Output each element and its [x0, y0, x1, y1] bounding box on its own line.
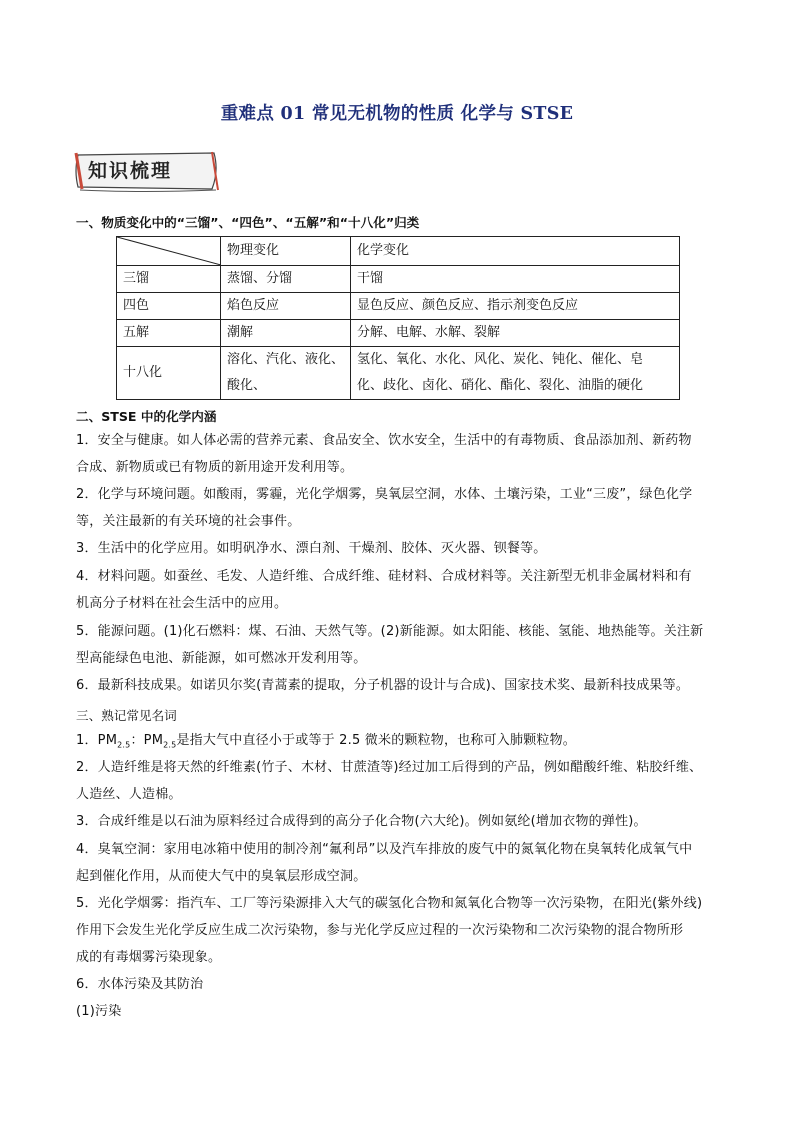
text-line: 2．化学与环境问题。如酸雨，雾霾，光化学烟雾，臭氧层空洞，水体、土壤污染，工业“三废”，绿色化学	[76, 487, 693, 502]
text-line: (1)污染	[76, 1004, 122, 1019]
row-chemical	[351, 347, 680, 400]
row-chemical: 干馏	[351, 266, 680, 293]
knowledge-banner	[72, 149, 222, 193]
table-row	[117, 293, 680, 320]
row-chemical-line: 化、歧化、卤化、硝化、酯化、裂化、油脂的硬化	[357, 378, 644, 393]
stse-paragraph	[76, 427, 726, 481]
text-line: 6．水体污染及其防治	[76, 977, 204, 992]
stse-paragraph	[76, 481, 726, 535]
term-paragraph	[76, 971, 726, 998]
text-line: 作用下会发生光化学反应生成二次污染物，参与光化学反应过程的一次污染物和二次污染物的混合物所形	[76, 923, 684, 938]
pm-rest: 是指大气中直径小于或等于 2.5 微米的颗粒物，也称可入肺颗粒物。	[176, 733, 576, 748]
text-line: 6．最新科技成果。如诺贝尔奖(青蒿素的提取，分子机器的设计与合成)、国家技术奖、最新科技成果等。	[76, 678, 690, 693]
text-line: 3．生活中的化学应用。如明矾净水、漂白剂、干燥剂、胶体、灭火器、钡餐等。	[76, 541, 547, 556]
banner-label: 知识梳理	[88, 160, 173, 182]
section-heading-1: 一、物质变化中的“三馏”、“四色”、“五解”和“十八化”归类	[76, 215, 420, 230]
row-chemical: 显色反应、颜色反应、指示剂变色反应	[351, 293, 680, 320]
table-row	[117, 320, 680, 347]
text-line: 机高分子材料在社会生活中的应用。	[76, 596, 288, 611]
pm-subscript: 2.5	[117, 740, 131, 750]
text-line: 4．臭氧空洞：家用电冰箱中使用的制冷剂“氟利昂”以及汽车排放的废气中的氮氧化物在臭氧转化成氧气中	[76, 842, 693, 857]
text-line: 型高能绿色电池、新能源，如可燃冰开发利用等。	[76, 651, 367, 666]
table-header-row	[117, 237, 680, 266]
term-paragraph	[76, 808, 726, 835]
diagonal-line-icon	[117, 237, 221, 265]
text-line: 1．安全与健康。如人体必需的营养元素、食品安全、饮水安全，生活中的有毒物质、食品添加剂、新药物	[76, 433, 692, 448]
row-physical: 蒸馏、分馏	[221, 266, 351, 293]
stse-paragraph	[76, 672, 726, 699]
section-heading-3: 三、熟记常见名词	[76, 708, 177, 723]
text-line: 等，关注最新的有关环境的社会事件。	[76, 514, 301, 529]
text-line: 3．合成纤维是以石油为原料经过合成得到的高分子化合物(六大纶)。例如氨纶(增加衣物的弹性)。	[76, 814, 647, 829]
text-line: 5．能源问题。(1)化石燃料：煤、石油、天然气等。(2)新能源。如太阳能、核能、氢能、地热能等。关注新	[76, 624, 704, 639]
row-physical	[221, 347, 351, 400]
text-line: 合成、新物质或已有物质的新用途开发利用等。	[76, 460, 354, 475]
row-category: 四色	[117, 293, 221, 320]
row-category: 十八化	[117, 347, 221, 400]
diagonal-header-cell	[117, 237, 221, 266]
text-line: 人造丝、人造棉。	[76, 787, 182, 802]
page-title: 重难点 01 常见无机物的性质 化学与 STSE	[220, 104, 574, 124]
table-row	[117, 347, 680, 400]
term-paragraph	[76, 998, 726, 1025]
row-chemical-line: 氢化、氧化、水化、风化、炭化、钝化、催化、皂	[357, 352, 644, 367]
term-paragraph	[76, 836, 726, 890]
text-line: 2．人造纤维是将天然的纤维素(竹子、木材、甘蔗渣等)经过加工后得到的产品，例如醋酸纤维、粘胶纤维、	[76, 760, 703, 775]
row-physical-line: 酸化、	[227, 378, 267, 393]
row-category: 五解	[117, 320, 221, 347]
stse-paragraph	[76, 618, 726, 672]
term-paragraph	[76, 890, 726, 971]
header-chemical: 化学变化	[351, 237, 680, 266]
text-line: 4．材料问题。如蚕丝、毛发、人造纤维、合成纤维、硅材料、合成材料等。关注新型无机非金属材料和有	[76, 569, 692, 584]
stse-paragraph	[76, 535, 726, 562]
row-physical: 焰色反应	[221, 293, 351, 320]
row-physical: 潮解	[221, 320, 351, 347]
row-category: 三馏	[117, 266, 221, 293]
header-physical: 物理变化	[221, 237, 351, 266]
row-chemical: 分解、电解、水解、裂解	[351, 320, 680, 347]
text-line: 起到催化作用，从而使大气中的臭氧层形成空洞。	[76, 869, 367, 884]
term-paragraph	[76, 754, 726, 808]
change-classification-table	[116, 236, 680, 400]
section-heading-2: 二、STSE 中的化学内涵	[76, 409, 217, 424]
pm-mid: ：PM	[130, 733, 164, 748]
pm-subscript: 2.5	[163, 740, 177, 750]
row-physical-line: 溶化、汽化、液化、	[227, 352, 345, 367]
stse-paragraph	[76, 563, 726, 617]
text-line: 成的有毒烟雾污染现象。	[76, 950, 222, 965]
text-line: 5．光化学烟雾：指汽车、工厂等污染源排入大气的碳氢化合物和氮氧化合物等一次污染物，在阳光(紫外线)	[76, 896, 703, 911]
pm-prefix: 1．PM	[76, 733, 118, 748]
table-row	[117, 266, 680, 293]
